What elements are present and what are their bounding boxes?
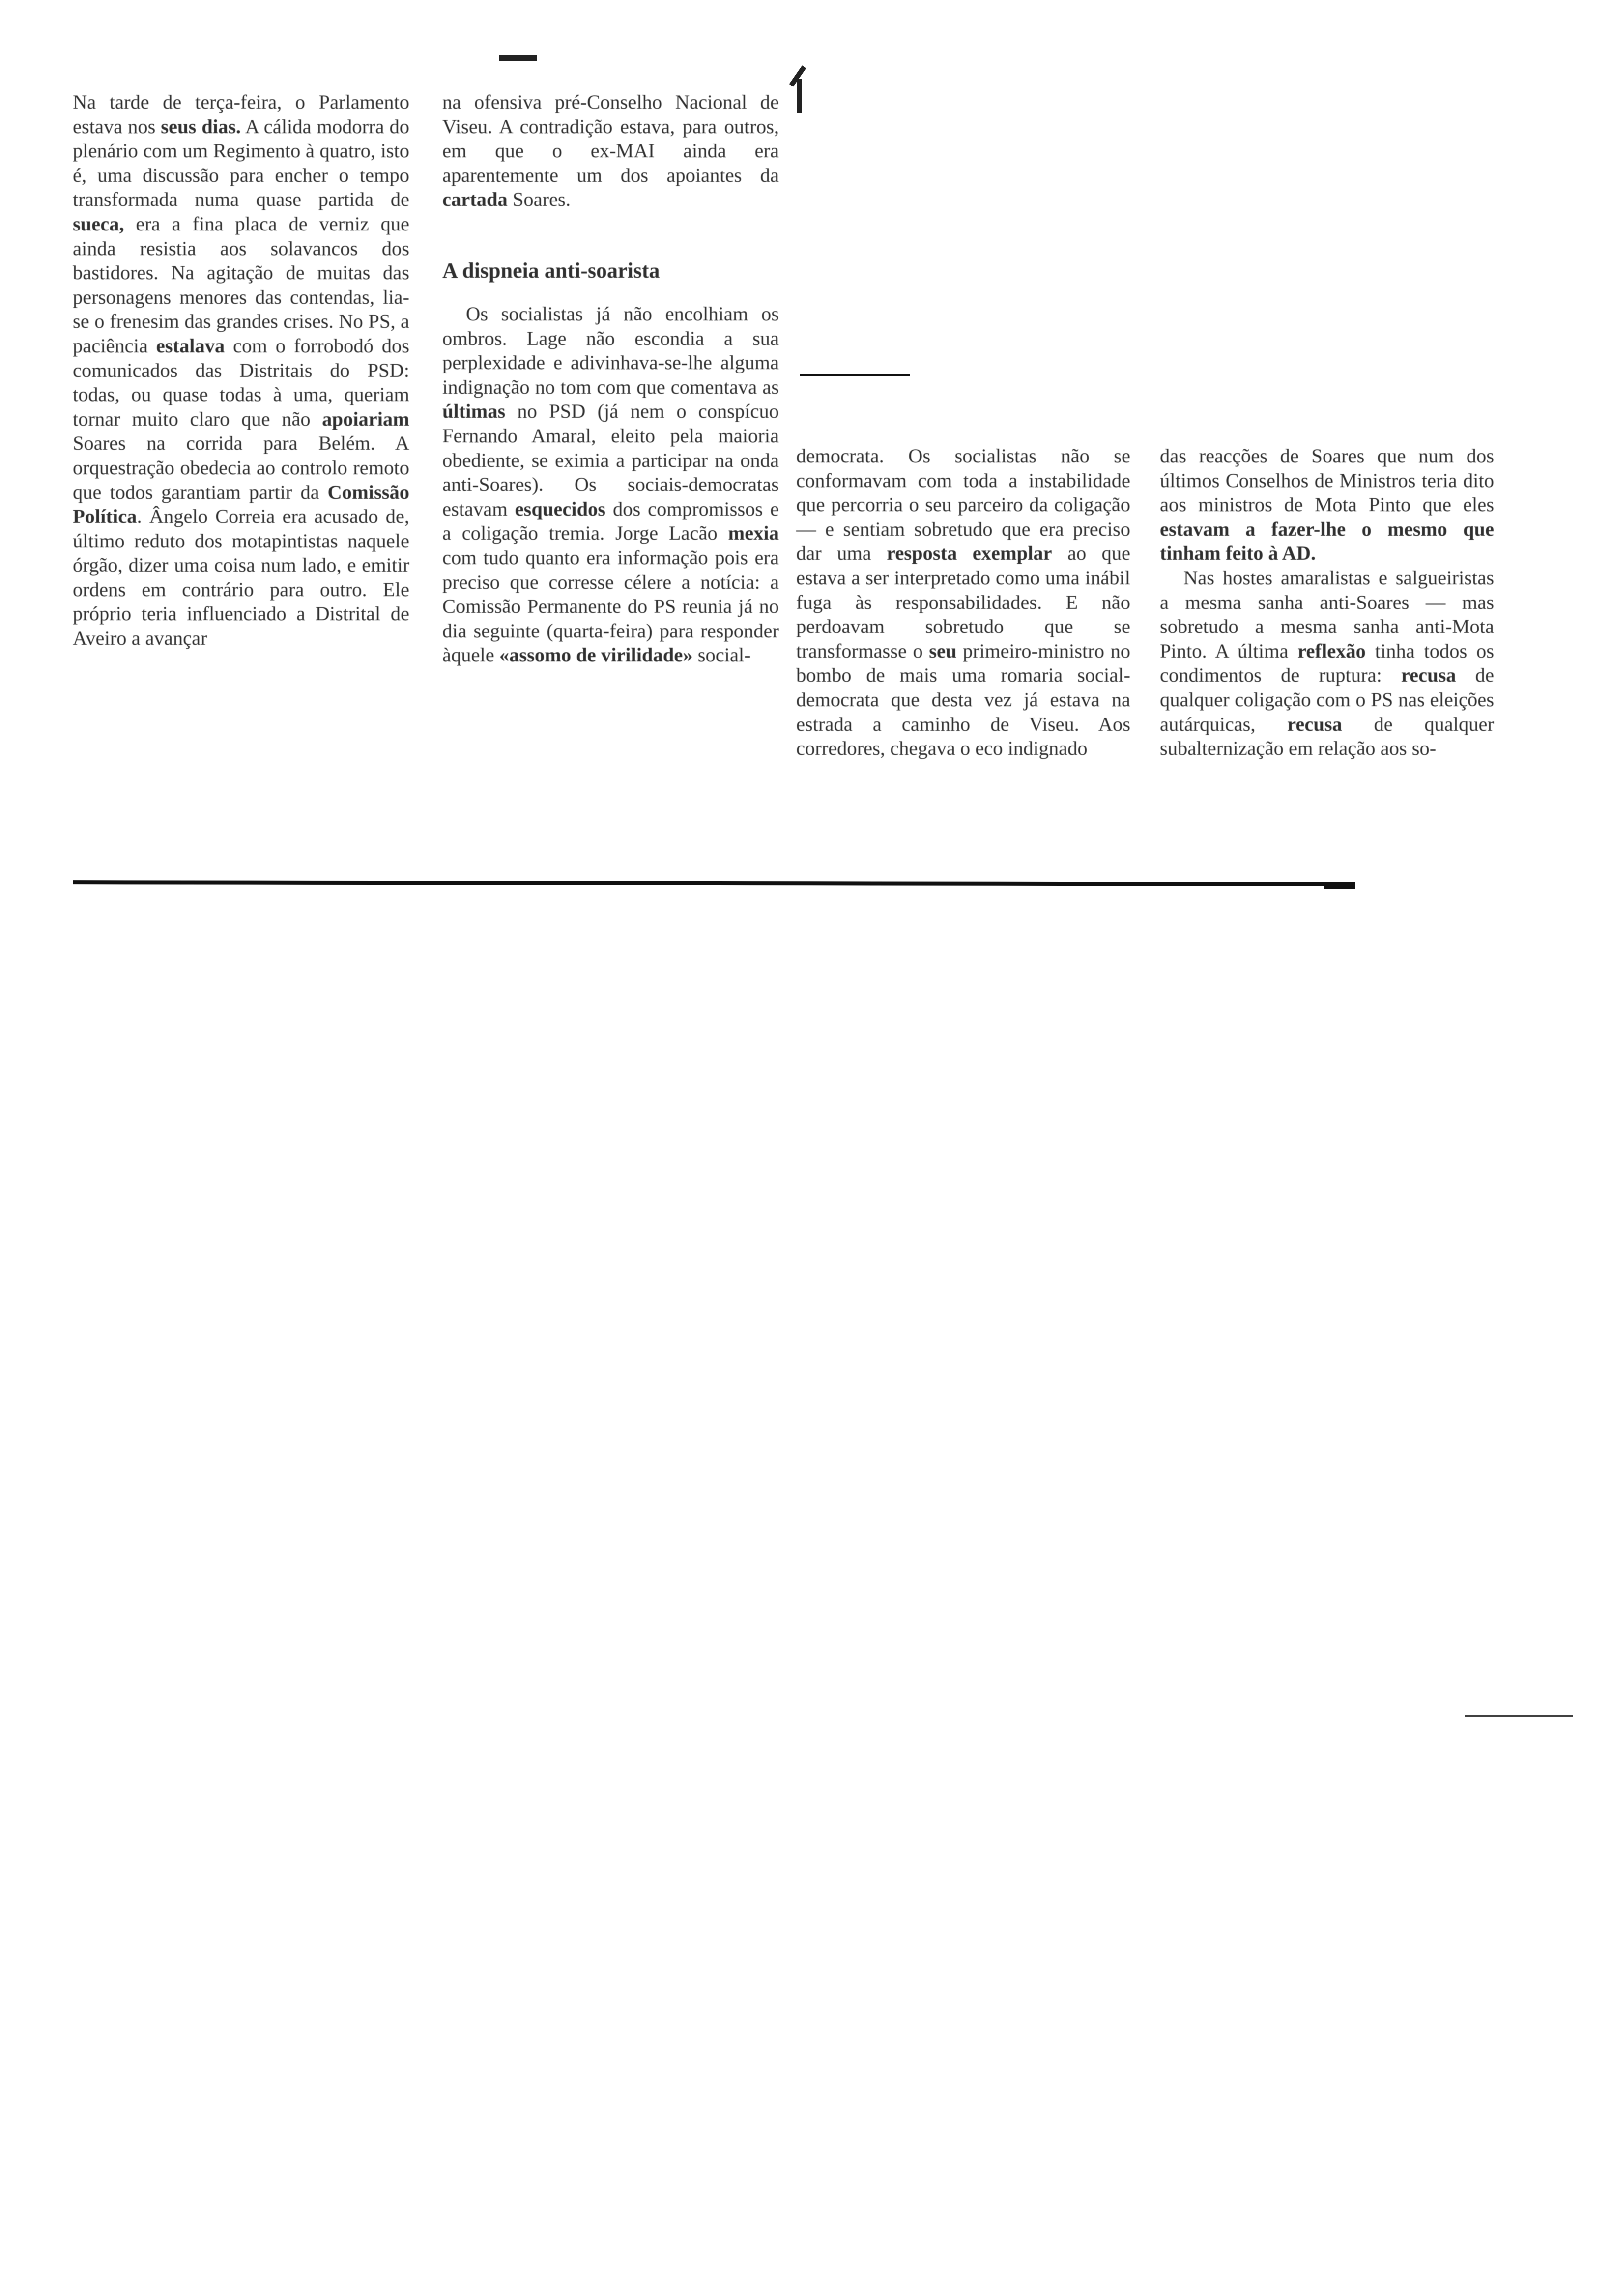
paragraph: na ofensiva pré-Conselho Nacional de Viseu. A contradição estava, para outros, em que o ex-MAI ainda era aparentemente um dos apoiantes da cartada Soares. xyxy=(442,91,779,211)
article-column-1 xyxy=(73,90,409,651)
paragraph: Nas hostes amaralistas e salgueiristas a mesma sanha anti-Soares — mas sobretudo a mesma sanha anti-Mota Pinto. A última reflexão tinha todos os condimentos de ruptura: recusa de qualquer coligação com o PS nas eleições autárquicas, recusa de qualquer subalternização em relação aos so- xyxy=(1160,566,1494,760)
paragraph: das reacções de Soares que num dos últimos Conselhos de Ministros teria dito aos ministros de Mota Pinto que eles estavam a fazer-lhe o mesmo que tinham feito à AD. xyxy=(1160,445,1494,565)
scan-mark-corner-stroke xyxy=(797,79,802,113)
paragraph: Na tarde de terça-feira, o Parlamento estava nos seus dias. A cálida modorra do plenário com um Regimento à quatro, isto é, uma discussão para encher o tempo transformada numa quase partida de sueca, era a fina placa de verniz que ainda resistia aos solavancos dos bastidores. Na agitação de muitas das personagens menores das contendas, lia-se o frenesim das grandes crises. No PS, a paciência estalava com o forrobodó dos comunicados das Distritais do PSD: todas, ou quase todas à uma, queriam tornar muito claro que não apoiariam Soares na corrida para Belém. A orquestração obedecia ao controlo remoto que todos garantiam partir da Comissão Política. Ângelo Correia era acusado de, último reduto dos motapintistas naquele órgão, dizer uma coisa num lado, e emitir ordens em contrário para outro. Ele próprio teria influenciado a Distrital de Aveiro a avançar xyxy=(73,91,410,650)
paragraph: Os socialistas já não encolhiam os ombros. Lage não escondia a sua perplexidade e adivinhava-se-lhe alguma indignação no tom com que comentava as últimas no PSD (já nem o conspícuo Fernando Amaral, eleito pela maioria obediente, se eximia a participar na onda anti-Soares). Os sociais-democratas estavam esquecidos dos compromissos e a coligação tremia. Jorge Lacão mexia com tudo quanto era informação pois era preciso que corresse célere a notícia: a Comissão Permanente do PS reunia já no dia seguinte (quarta-feira) para responder àquele «assomo de virilidade» social- xyxy=(442,302,779,666)
article-column-2 xyxy=(442,90,779,667)
article-column-3 xyxy=(796,444,1130,761)
paragraph: democrata. Os socialistas não se conformavam com toda a instabilidade que percorria o seu parceiro da coligação — e sentiam sobretudo que era preciso dar uma resposta exemplar ao que estava a ser interpretado como uma inábil fuga às responsabilidades. E não perdoavam sobretudo que se transformasse o seu primeiro-ministro no bombo de mais uma romaria social-democrata que desta vez já estava na estrada a caminho de Viseu. Aos corredores, chegava o eco indignado xyxy=(796,445,1130,760)
bottom-rule-tail xyxy=(1324,886,1355,889)
short-rule xyxy=(800,374,910,376)
article-bottom-rule xyxy=(73,880,1355,886)
article-column-4 xyxy=(1160,444,1494,761)
section-heading: A dispneia anti-soarista xyxy=(442,258,660,283)
scan-mark-top xyxy=(499,55,537,61)
margin-dash-right xyxy=(1465,1715,1573,1717)
